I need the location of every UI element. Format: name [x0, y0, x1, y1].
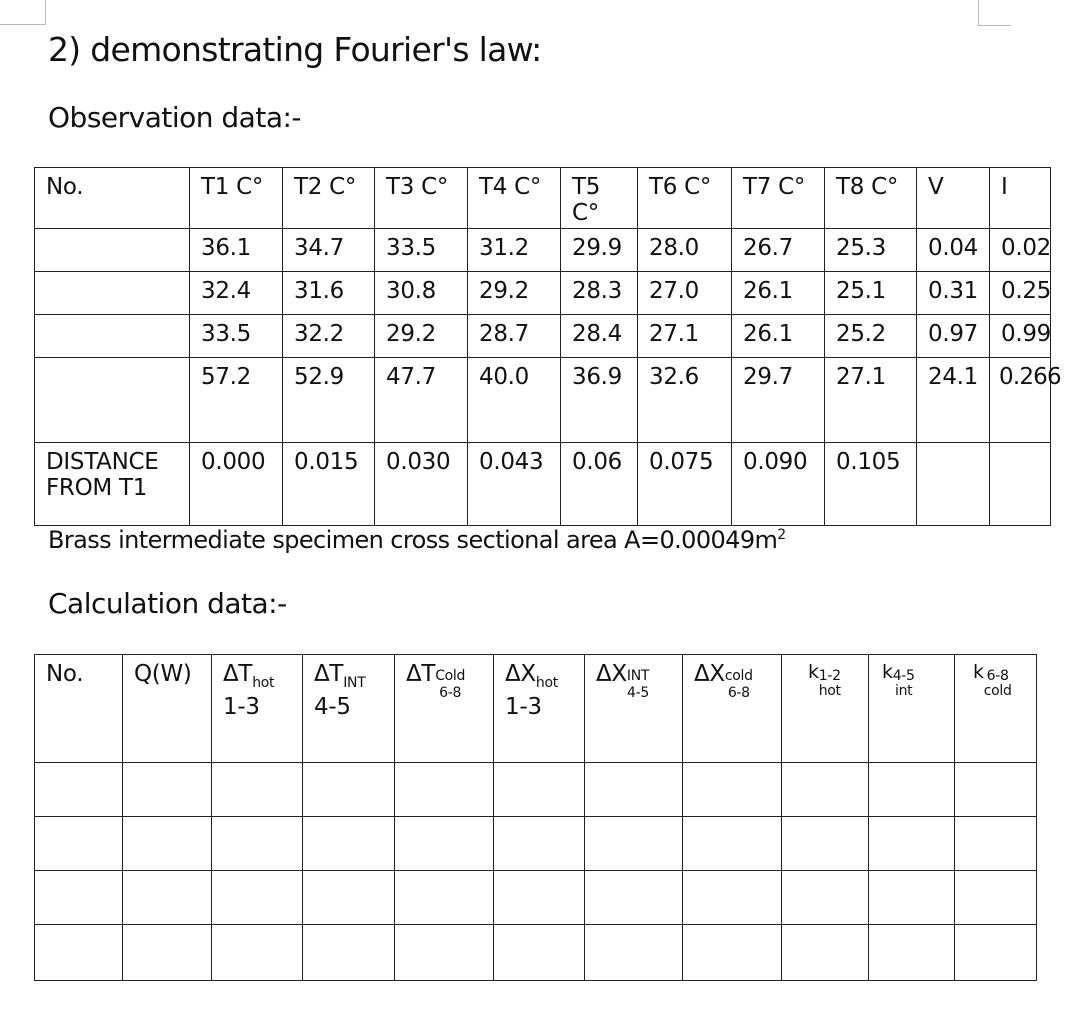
- table-cell: [190, 358, 283, 443]
- calc-cell: [123, 817, 211, 823]
- table-cell: [375, 272, 468, 315]
- table-cell: [468, 315, 561, 358]
- calc-cell: [869, 871, 954, 877]
- header-cell: [123, 655, 212, 763]
- header-i: I: [1001, 174, 1008, 200]
- cell-t7: 26.7: [743, 235, 794, 261]
- cell-t1: 32.4: [201, 278, 252, 304]
- table-cell: [494, 871, 585, 925]
- cell-t3: 47.7: [386, 364, 437, 390]
- table-cell: [638, 315, 732, 358]
- header-t6: T6 C°: [649, 174, 712, 200]
- table-cell: [990, 272, 1051, 315]
- calculation-row: [35, 763, 1037, 817]
- table-cell: [190, 443, 283, 526]
- header-k-1-2: k 1-2 hot: [808, 661, 841, 699]
- cell-t4: 29.2: [479, 278, 530, 304]
- calc-cell: [683, 925, 781, 931]
- table-cell: [468, 443, 561, 526]
- table-cell: [990, 315, 1051, 358]
- cell-t5: 29.9: [572, 235, 623, 261]
- table-cell: [375, 358, 468, 443]
- calc-header-no: No.: [46, 661, 84, 687]
- table-cell: [190, 272, 283, 315]
- table-cell: [825, 272, 917, 315]
- table-cell: [825, 315, 917, 358]
- table-cell: [869, 871, 955, 925]
- cell-t6: 28.0: [649, 235, 700, 261]
- calc-cell: [585, 925, 682, 931]
- table-cell: [283, 443, 375, 526]
- observation-header-row: [35, 168, 1051, 229]
- table-cell: [732, 443, 825, 526]
- header-cell: [955, 655, 1037, 763]
- cell-t2: 52.9: [294, 364, 345, 390]
- table-cell: [825, 358, 917, 443]
- calculation-table: [34, 654, 1037, 981]
- table-cell: [212, 763, 303, 817]
- distance-t5: 0.06: [572, 449, 623, 475]
- table-cell: [869, 817, 955, 871]
- header-cell: [561, 168, 638, 229]
- table-cell: [468, 358, 561, 443]
- calc-cell: [683, 763, 781, 769]
- header-cell: [990, 168, 1051, 229]
- calc-cell: [303, 763, 394, 769]
- table-cell: [395, 871, 494, 925]
- calc-cell: [683, 871, 781, 877]
- header-k-4-5: k 4-5 int: [882, 661, 915, 699]
- header-t1: T1 C°: [201, 174, 264, 200]
- table-cell: [585, 925, 683, 981]
- table-cell: [732, 229, 825, 272]
- distance-t7: 0.090: [743, 449, 808, 475]
- header-t4: T4 C°: [479, 174, 542, 200]
- cell-t5: 36.9: [572, 364, 623, 390]
- table-cell: [494, 817, 585, 871]
- table-cell: [638, 443, 732, 526]
- table-cell: [35, 272, 190, 315]
- calc-cell: [869, 817, 954, 823]
- calc-cell: [955, 763, 1036, 769]
- table-cell: [561, 358, 638, 443]
- table-cell: [869, 763, 955, 817]
- table-cell: [303, 763, 395, 817]
- table-cell: [585, 763, 683, 817]
- calc-cell: [303, 817, 394, 823]
- calc-cell: [782, 817, 868, 823]
- table-cell: [212, 817, 303, 871]
- cell-t7: 26.1: [743, 278, 794, 304]
- header-t7: T7 C°: [743, 174, 806, 200]
- table-cell: [782, 817, 869, 871]
- calc-cell: [35, 763, 122, 769]
- calc-cell: [35, 871, 122, 877]
- table-cell: [35, 358, 190, 443]
- cell-t6: 32.6: [649, 364, 700, 390]
- header-cell: [35, 168, 190, 229]
- table-cell: [990, 358, 1061, 443]
- table-cell: [732, 272, 825, 315]
- cell-t8: 25.3: [836, 235, 887, 261]
- header-delta-x-cold: ΔX cold 6-8: [694, 661, 753, 701]
- calc-cell: [395, 763, 493, 769]
- table-cell: [917, 229, 990, 272]
- header-cell: [468, 168, 561, 229]
- calc-cell: [395, 817, 493, 823]
- table-cell: [561, 315, 638, 358]
- calculation-row: [35, 925, 1037, 981]
- table-cell: [283, 229, 375, 272]
- calc-cell: [955, 817, 1036, 823]
- table-cell: [35, 443, 190, 526]
- area-unit-exponent: 2: [777, 527, 786, 543]
- calc-cell: [955, 871, 1036, 877]
- header-cell: [585, 655, 683, 763]
- table-cell: [35, 817, 123, 871]
- calc-cell: [869, 763, 954, 769]
- calc-cell: [782, 871, 868, 877]
- table-cell: [468, 229, 561, 272]
- table-cell: [35, 763, 123, 817]
- table-cell: [638, 272, 732, 315]
- header-cell: [375, 168, 468, 229]
- table-cell: [190, 315, 283, 358]
- calc-cell: [494, 817, 584, 823]
- table-cell: [375, 443, 468, 526]
- table-cell: [990, 229, 1051, 272]
- cell-v: 0.97: [928, 321, 979, 347]
- calc-cell: [212, 763, 302, 769]
- cell-t6: 27.0: [649, 278, 700, 304]
- header-cell: [395, 655, 494, 763]
- calculation-heading: Calculation data:-: [48, 587, 287, 620]
- observation-row: [35, 272, 1051, 315]
- cell-t3: 30.8: [386, 278, 437, 304]
- table-cell: [375, 229, 468, 272]
- table-cell: [825, 229, 917, 272]
- table-cell: [283, 315, 375, 358]
- table-cell: [35, 229, 190, 272]
- header-delta-x-hot: ΔXhot 1-3: [505, 661, 558, 720]
- table-cell: [585, 817, 683, 871]
- observation-row: [35, 315, 1051, 358]
- calc-cell: [585, 871, 682, 877]
- table-cell: [123, 925, 212, 981]
- calculation-header-row: [35, 655, 1037, 763]
- calc-cell: [683, 817, 781, 823]
- cell-i: 0.266: [999, 364, 1061, 390]
- table-cell: [917, 443, 990, 526]
- calc-cell: [494, 763, 584, 769]
- distance-t6: 0.075: [649, 449, 714, 475]
- calc-cell: [303, 925, 394, 931]
- header-t8: T8 C°: [836, 174, 899, 200]
- calc-cell: [35, 925, 122, 931]
- cell-t5: 28.4: [572, 321, 623, 347]
- table-cell: [782, 871, 869, 925]
- header-delta-t-hot: ΔThot 1-3: [223, 661, 275, 720]
- page-corner-mark-left: [0, 0, 46, 25]
- header-v: V: [928, 174, 944, 200]
- table-cell: [123, 817, 212, 871]
- calc-cell: [782, 925, 868, 931]
- calculation-row: [35, 871, 1037, 925]
- cell-t8: 25.1: [836, 278, 887, 304]
- table-cell: [303, 871, 395, 925]
- cell-t2: 34.7: [294, 235, 345, 261]
- table-cell: [955, 763, 1037, 817]
- table-cell: [283, 358, 375, 443]
- cell-t2: 32.2: [294, 321, 345, 347]
- header-cell: [869, 655, 955, 763]
- cell-no: [35, 229, 189, 235]
- calc-cell: [782, 763, 868, 769]
- header-delta-x-int: ΔX INT 4-5: [596, 661, 650, 701]
- calc-cell: [303, 871, 394, 877]
- table-cell: [683, 817, 782, 871]
- header-t5: T5 C°: [572, 174, 601, 226]
- cell-t7: 29.7: [743, 364, 794, 390]
- calc-cell: [869, 925, 954, 931]
- table-cell: [869, 925, 955, 981]
- calc-cell: [395, 871, 493, 877]
- table-cell: [303, 925, 395, 981]
- cell-i: 0.99: [1001, 321, 1052, 347]
- table-cell: [955, 817, 1037, 871]
- distance-t8: 0.105: [836, 449, 901, 475]
- calc-header-q: Q(W): [134, 661, 192, 687]
- calc-cell: [212, 871, 302, 877]
- cell-v: 0.04: [928, 235, 979, 261]
- observation-heading: Observation data:-: [48, 101, 302, 134]
- specimen-area-note: [48, 526, 786, 554]
- header-cell: [303, 655, 395, 763]
- table-cell: [585, 871, 683, 925]
- header-t3: T3 C°: [386, 174, 449, 200]
- table-cell: [35, 871, 123, 925]
- header-delta-t-int: ΔTINT 4-5: [314, 661, 366, 720]
- header-cell: [212, 655, 303, 763]
- distance-t3: 0.030: [386, 449, 451, 475]
- calc-cell: [123, 871, 211, 877]
- distance-t4: 0.043: [479, 449, 544, 475]
- distance-i: [990, 443, 1050, 449]
- distance-row: [35, 443, 1051, 526]
- header-k-6-8: k 6-8 cold: [973, 661, 1012, 699]
- table-cell: [683, 925, 782, 981]
- document-title: 2) demonstrating Fourier's law:: [48, 30, 542, 69]
- observation-row: [35, 358, 1051, 443]
- table-cell: [35, 315, 190, 358]
- cell-t2: 31.6: [294, 278, 345, 304]
- table-cell: [638, 358, 732, 443]
- header-cell: [638, 168, 732, 229]
- calc-cell: [955, 925, 1036, 931]
- table-cell: [212, 925, 303, 981]
- header-cell: [732, 168, 825, 229]
- calc-cell: [123, 763, 211, 769]
- cell-t1: 33.5: [201, 321, 252, 347]
- table-cell: [782, 763, 869, 817]
- cell-i: 0.02: [1001, 235, 1052, 261]
- table-cell: [732, 315, 825, 358]
- cell-t1: 57.2: [201, 364, 252, 390]
- table-cell: [683, 871, 782, 925]
- table-cell: [494, 763, 585, 817]
- header-cell: [683, 655, 782, 763]
- calc-cell: [494, 925, 584, 931]
- cell-t3: 29.2: [386, 321, 437, 347]
- header-no: No.: [46, 174, 84, 200]
- header-cell: [825, 168, 917, 229]
- calc-cell: [395, 925, 493, 931]
- table-cell: [395, 925, 494, 981]
- table-cell: [303, 817, 395, 871]
- calculation-row: [35, 817, 1037, 871]
- calc-cell: [123, 925, 211, 931]
- header-cell: [494, 655, 585, 763]
- table-cell: [782, 925, 869, 981]
- cell-t6: 27.1: [649, 321, 700, 347]
- table-cell: [955, 871, 1037, 925]
- cell-t4: 31.2: [479, 235, 530, 261]
- distance-t2: 0.015: [294, 449, 359, 475]
- table-cell: [638, 229, 732, 272]
- cell-v: 24.1: [928, 364, 979, 390]
- table-cell: [561, 272, 638, 315]
- distance-v: [917, 443, 989, 449]
- table-cell: [990, 443, 1051, 526]
- calc-cell: [585, 817, 682, 823]
- header-delta-t-cold: ΔT Cold 6-8: [406, 661, 466, 701]
- calc-cell: [494, 871, 584, 877]
- table-cell: [375, 315, 468, 358]
- table-cell: [123, 871, 212, 925]
- table-cell: [35, 925, 123, 981]
- specimen-area-text: Brass intermediate specimen cross sectional area A=0.00049m: [48, 526, 778, 554]
- table-cell: [123, 763, 212, 817]
- table-cell: [917, 358, 990, 443]
- distance-t1: 0.000: [201, 449, 266, 475]
- calc-cell: [212, 925, 302, 931]
- header-cell: [190, 168, 283, 229]
- cell-v: 0.31: [928, 278, 979, 304]
- observation-table: [34, 167, 1061, 526]
- table-cell: [561, 229, 638, 272]
- header-cell: [283, 168, 375, 229]
- cell-t4: 40.0: [479, 364, 530, 390]
- table-cell: [395, 817, 494, 871]
- calc-cell: [35, 817, 122, 823]
- table-cell: [395, 763, 494, 817]
- header-cell: [35, 655, 123, 763]
- cell-t8: 27.1: [836, 364, 887, 390]
- cell-t4: 28.7: [479, 321, 530, 347]
- cell-t3: 33.5: [386, 235, 437, 261]
- observation-row: [35, 229, 1051, 272]
- table-cell: [468, 272, 561, 315]
- calc-cell: [585, 763, 682, 769]
- table-cell: [825, 443, 917, 526]
- page-corner-mark-right: [978, 0, 1011, 26]
- cell-t1: 36.1: [201, 235, 252, 261]
- header-cell: [917, 168, 990, 229]
- table-cell: [917, 272, 990, 315]
- table-cell: [561, 443, 638, 526]
- header-t2: T2 C°: [294, 174, 357, 200]
- table-cell: [683, 763, 782, 817]
- calc-cell: [212, 817, 302, 823]
- table-cell: [212, 871, 303, 925]
- table-cell: [955, 925, 1037, 981]
- table-cell: [190, 229, 283, 272]
- table-cell: [283, 272, 375, 315]
- header-cell: [782, 655, 869, 763]
- table-cell: [917, 315, 990, 358]
- cell-no: [35, 358, 189, 364]
- cell-no: [35, 315, 189, 321]
- table-cell: [732, 358, 825, 443]
- table-cell: [494, 925, 585, 981]
- distance-label: DISTANCE FROM T1: [46, 449, 159, 501]
- cell-t8: 25.2: [836, 321, 887, 347]
- cell-i: 0.25: [1001, 278, 1052, 304]
- cell-t7: 26.1: [743, 321, 794, 347]
- cell-t5: 28.3: [572, 278, 623, 304]
- cell-no: [35, 272, 189, 278]
